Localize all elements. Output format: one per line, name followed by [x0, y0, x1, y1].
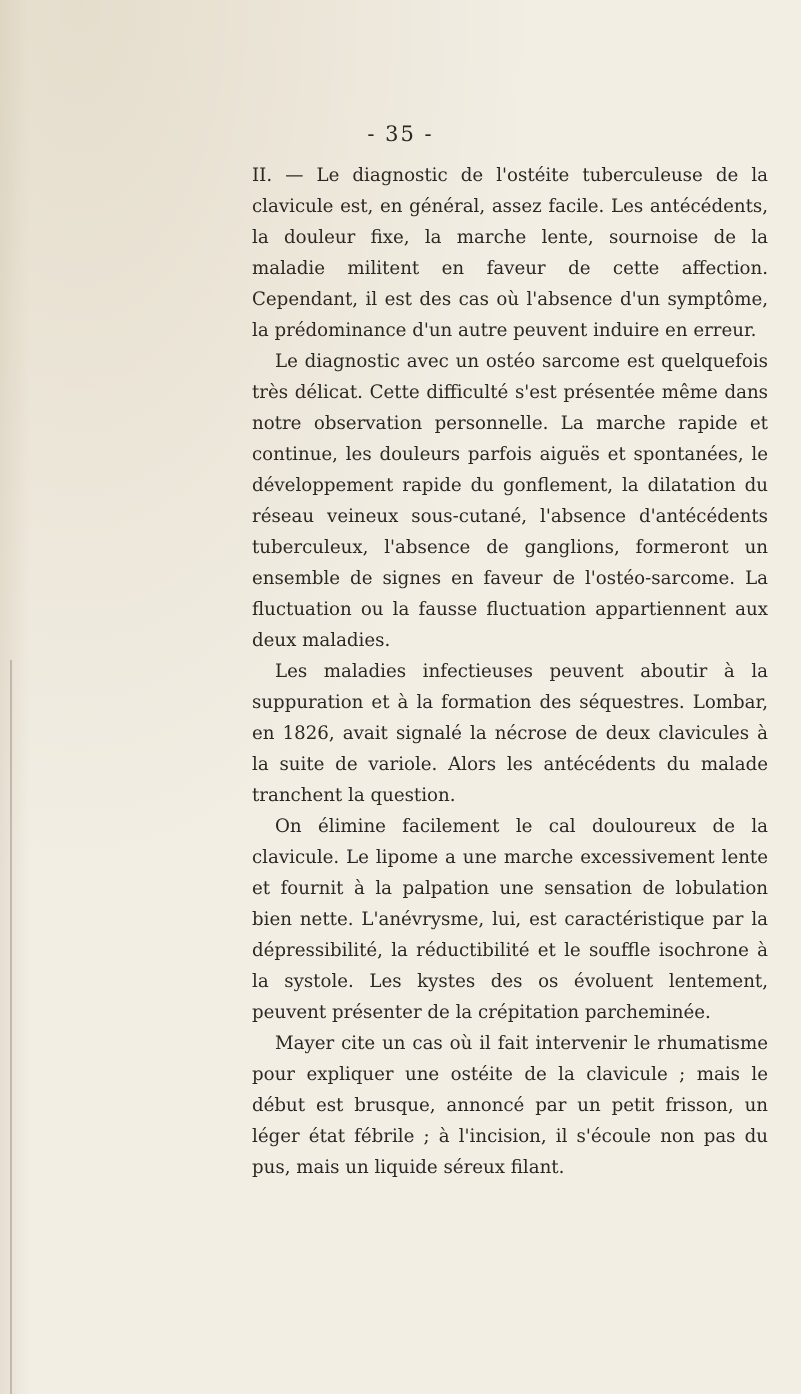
paragraph-diagnostic: II. — Le diagnostic de l'ostéite tuberculeuse de la clavicule est, en général, assez facile. Les antécédents, la douleur fixe, la marche lente, sournoise de la maladie militent en faveur de cette affection. Cependant, il est des cas où l'absence d'un symptôme, la prédominance d'un autre peuvent induire en erreur. — [252, 165, 768, 341]
page-edge-shadow — [10, 660, 12, 1394]
page-number: - 35 - — [367, 122, 434, 146]
paragraph-osteosarcome: Le diagnostic avec un ostéo sarcome est quelquefois très délicat. Cette difficulté s'est présentée même dans notre observation personnelle. La marche rapide et continue, les douleurs parfois aiguës et spontanées, le développement rapide du gonflement, la dilatation du réseau veineux sous-cutané, l'absence d'antécédents tuberculeux, l'absence de ganglions, formeront un ensemble de signes en faveur de l'ostéo-sarcome. La fluctuation ou la fausse fluctuation appartiennent aux deux maladies. — [252, 351, 768, 651]
paragraph-mayer: Mayer cite un cas où il fait intervenir le rhumatisme pour expliquer une ostéite de la clavicule ; mais le début est brusque, annoncé par un petit frisson, un léger état fébrile ; à l'incision, il s'écoule non pas du pus, mais un liquide séreux filant. — [252, 1033, 768, 1178]
paragraph-elimination: On élimine facilement le cal douloureux de la clavicule. Le lipome a une marche excessivement lente et fournit à la palpation une sensation de lobulation bien nette. L'anévrysme, lui, est caractéristique par la dépressibilité, la réductibilité et le souffle isochrone à la systole. Les kystes des os évoluent lentement, peuvent présenter de la crépitation parcheminée. — [252, 816, 768, 1023]
body-text — [252, 160, 768, 1183]
paragraph-maladies-infectieuses: Les maladies infectieuses peuvent aboutir à la suppuration et à la formation des séquestres. Lombar, en 1826, avait signalé la nécrose de deux clavicules à la suite de variole. Alors les antécédents du malade tranchent la question. — [252, 661, 768, 806]
